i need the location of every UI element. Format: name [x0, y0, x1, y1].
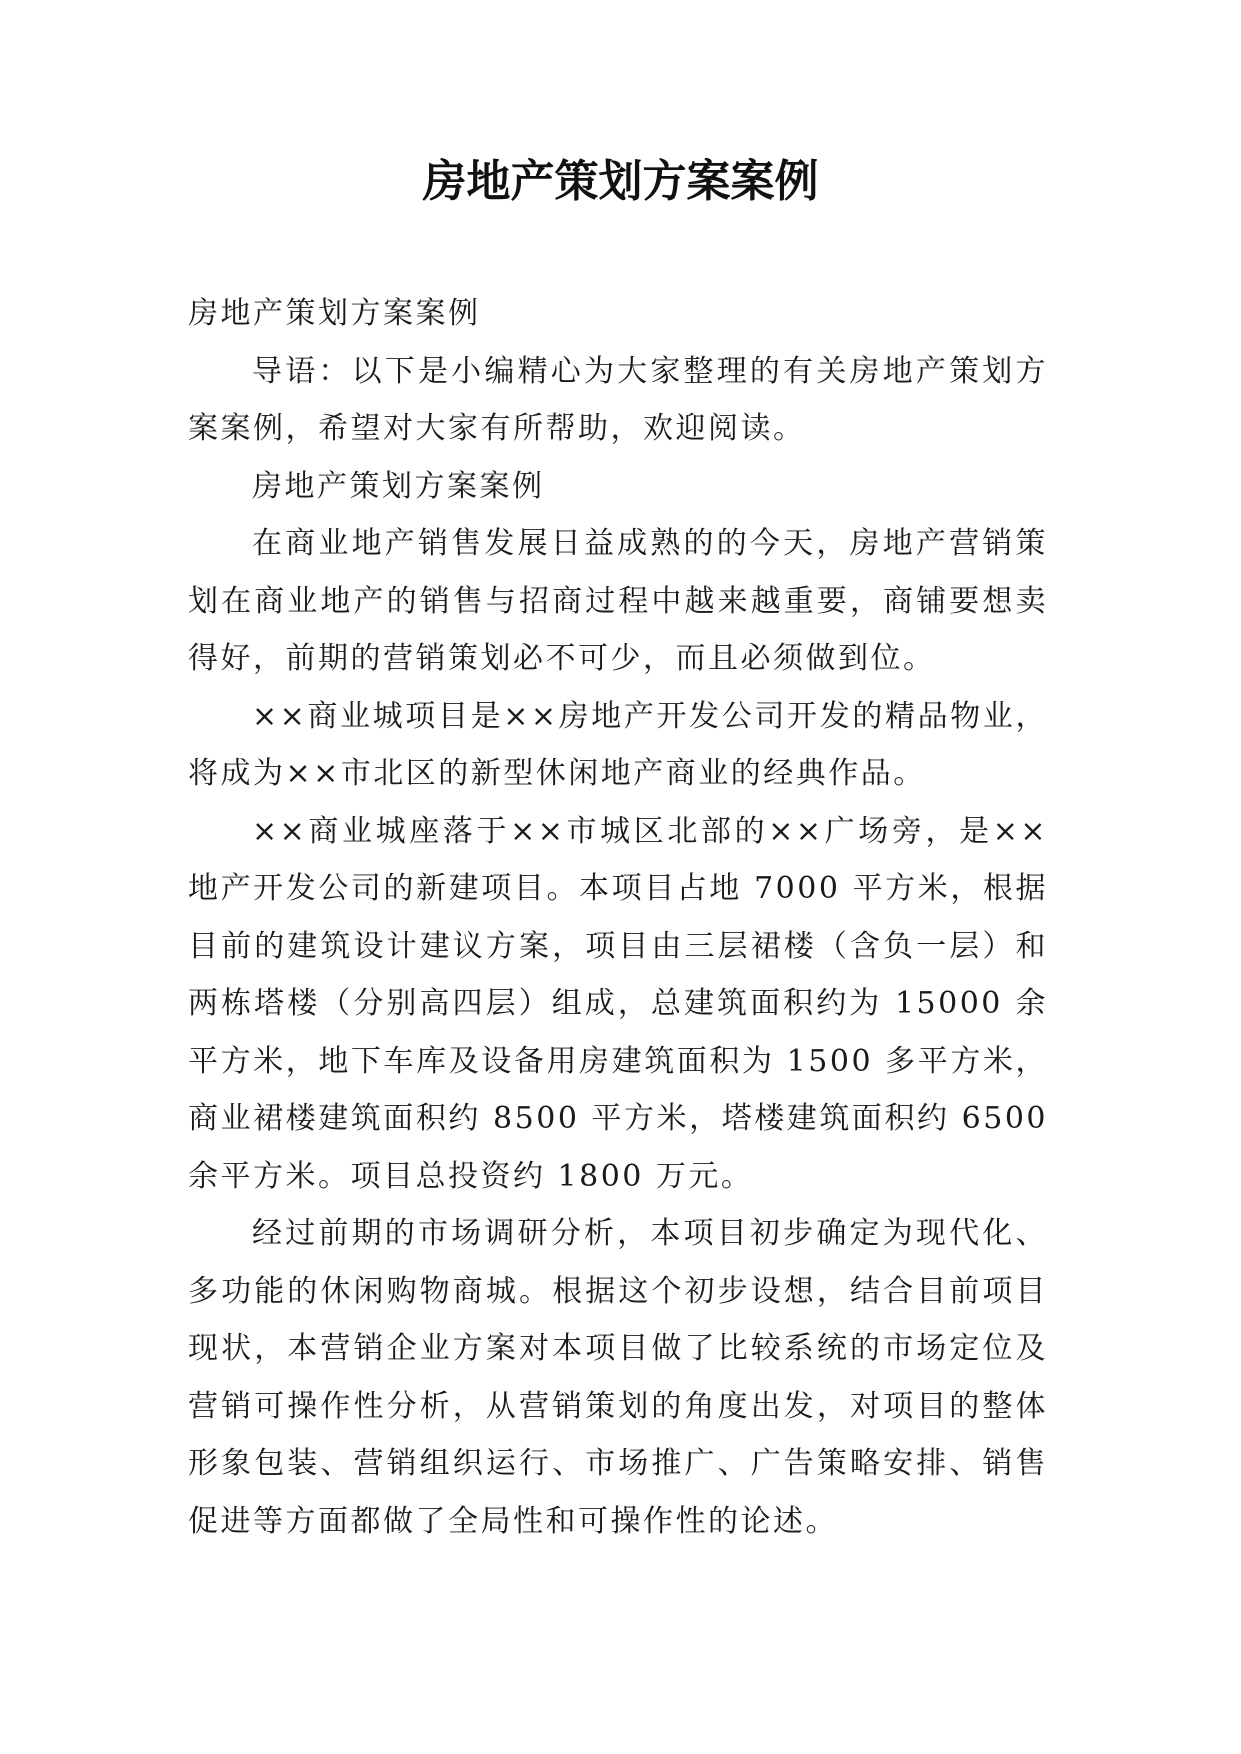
paragraph-market-analysis: 经过前期的市场调研分析，本项目初步确定为现代化、多功能的休闲购物商城。根据这个初步设想，结合目前项目现状，本营销企业方案对本项目做了比较系统的市场定位及营销可操作性分析，从营销策划的角度出发，对项目的整体形象包装、营销组织运行、市场推广、广告策略安排、销售促进等方面都做了全局性和可操作性的论述。: [188, 1216, 1048, 1539]
document-body: [188, 285, 1048, 1550]
paragraph-intro: 导语：以下是小编精心为大家整理的有关房地产策划方案案例，希望对大家有所帮助，欢迎阅读。: [188, 353, 1048, 446]
document-title: 房地产策划方案案例: [422, 156, 819, 207]
paragraph-project-overview: ××商业城项目是××房地产开发公司开发的精品物业，将成为××市北区的新型休闲地产商业的经典作品。: [188, 698, 1048, 791]
paragraph-subheading: 房地产策划方案案例: [252, 468, 545, 504]
paragraph-background: 在商业地产销售发展日益成熟的的今天，房地产营销策划在商业地产的销售与招商过程中越来越重要，商铺要想卖得好，前期的营销策划必不可少，而且必须做到位。: [188, 526, 1048, 676]
paragraph-heading: 房地产策划方案案例: [188, 296, 481, 331]
paragraph-project-details: ××商业城座落于××市城区北部的××广场旁，是××地产开发公司的新建项目。本项目占地 7000 平方米，根据目前的建筑设计建议方案，项目由三层裙楼（含负一层）和两栋塔楼（分别高四层）组成，总建筑面积约为 15000 余平方米，地下车库及设备用房建筑面积为 1500 多平方米，商业裙楼建筑面积约 8500 平方米，塔楼建筑面积约 6500 余平方米。项目总投资约 1800 万元。: [188, 813, 1048, 1194]
